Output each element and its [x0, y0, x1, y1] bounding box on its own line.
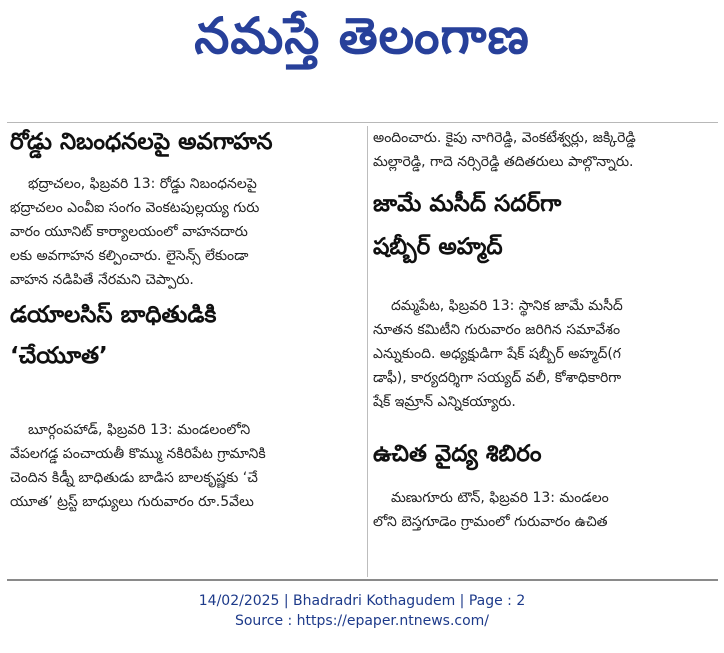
article-text-line: చెందిన కిడ్నీ బాధితుడు బాడిస బాలకృష్ణకు ‘చే	[10, 470, 258, 486]
article-text-line: భద్రాచలం ఎంవీఐ సంగం వెంకటపుల్లయ్య గురు	[10, 200, 260, 216]
article-text-line: వేపలగడ్డ పంచాయతీ కొమ్ము నకిరిపేట గ్రామానికి	[10, 446, 266, 462]
column-divider	[367, 126, 368, 577]
footer-source-link[interactable]: Source : https://epaper.ntnews.com/	[234, 613, 490, 629]
article-text-line: అందించారు. కైపు నాగిరెడ్డి, వెంకటేశ్వర్లు, జక్కిరెడ్డి	[373, 130, 636, 146]
article-text-line: డాఫీ), కార్యదర్శిగా సయ్యద్ వలీ, కోశాధికారిగా	[373, 370, 622, 386]
article-text-line: వారం యూనిట్ కార్యాలయంలో వాహనదారు	[10, 224, 248, 240]
article-text-line: నూతన కమిటీని గురువారం జరిగిన సమావేశం	[373, 322, 621, 338]
article-text-line: యూత’ ట్రస్ట్ బాధ్యులు గురువారం రూ.5వేలు	[10, 494, 254, 510]
article-text-line: మల్లారెడ్డి, గాదె నర్సిరెడ్డి తదితరులు పాల్గొన్నారు.	[373, 154, 634, 170]
masthead	[0, 0, 724, 80]
article-text-line: భద్రాచలం, ఫిబ్రవరి 13: రోడ్డు నిబంధనలపై	[28, 176, 257, 192]
article-headline-road-rules: రోడ్డు నిబంధనలపై అవగాహన	[10, 129, 273, 155]
newspaper-logo: నమస్తే తెలంగాణ	[194, 7, 530, 65]
article-text-line: షేక్ ఇమ్రాన్ ఎన్నికయ్యారు.	[373, 394, 516, 410]
article-headline-mosque-line2: షబ్బీర్ అహ్మద్	[373, 234, 503, 260]
article-headline-mosque: జామే మసీద్ సదర్‌గా	[373, 191, 562, 217]
article-text-line: వాహన నడిపితే నేరమని చెప్పారు.	[10, 272, 194, 288]
article-text-line: లోని బెస్తగూడెం గ్రామంలో గురువారం ఉచిత	[373, 514, 608, 530]
clipping-top-rule	[7, 122, 718, 123]
article-text-line: మణుగూరు టౌన్, ఫిబ్రవరి 13: మండలం	[391, 490, 609, 506]
footer-edition-info: 14/02/2025 | Bhadradri Kothagudem | Page : 2	[198, 593, 526, 609]
article-text-line: దమ్మపేట, ఫిబ్రవరి 13: స్థానిక జామే మసీద్	[391, 298, 623, 314]
article-headline-dialysis: డయాలసిస్ బాధితుడికి	[10, 302, 217, 328]
article-text-line: బూర్గంపహాడ్, ఫిబ్రవరి 13: మండలంలోని	[28, 422, 251, 438]
clipping-bottom-rule	[7, 579, 718, 581]
article-headline-dialysis-line2: ‘చేయూత’	[10, 343, 108, 369]
article-text-line: ఎన్నుకుంది. అధ్యక్షుడిగా షేక్ షబ్బీర్ అహ్మద్(గ	[373, 346, 621, 362]
article-headline-medical-camp: ఉచిత వైద్య శిబిరం	[373, 441, 542, 467]
news-clipping	[7, 122, 718, 581]
article-text-line: లకు అవగాహన కల్పించారు. లైసెన్స్ లేకుండా	[10, 248, 249, 264]
